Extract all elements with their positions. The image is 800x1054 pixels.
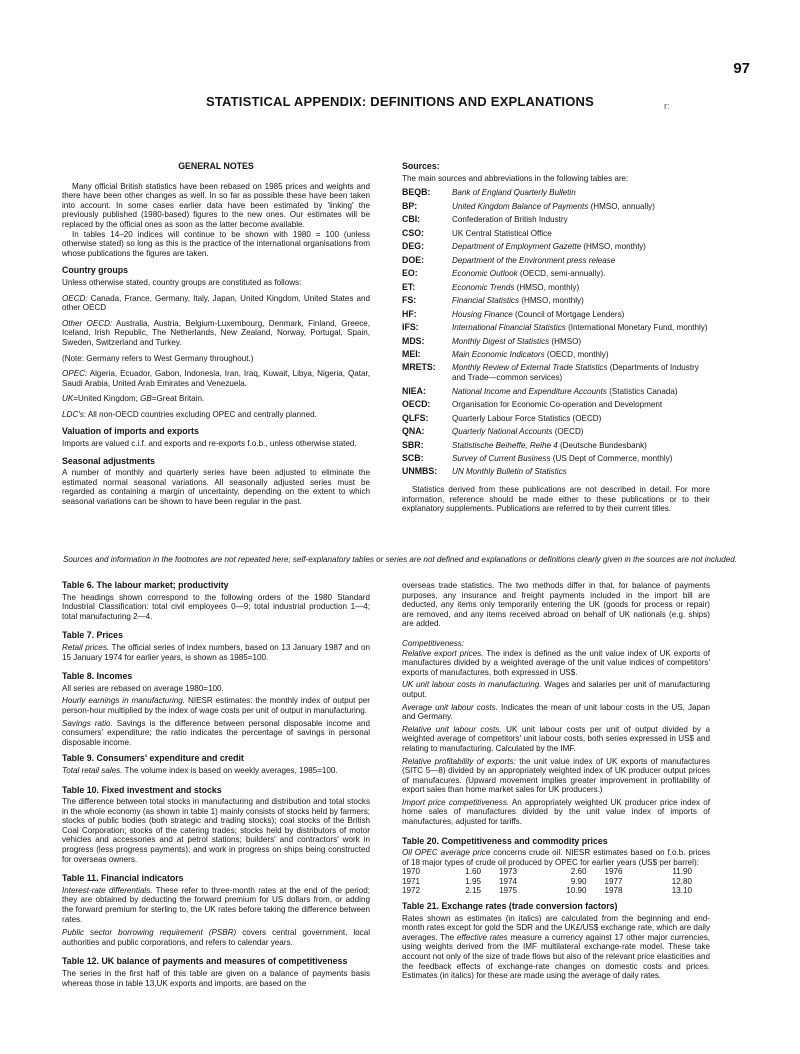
source-name — [452, 188, 710, 198]
source-entry — [402, 400, 710, 410]
oil-opec-label: Oil OPEC average price — [402, 848, 491, 858]
sources-list — [402, 188, 710, 477]
oil-year: 1974 — [499, 876, 518, 886]
sources-footer: Statistics derived from these publications are not described in detail. For more information, reference should be made either to these publications or to their explanatory supplements. Publications are referred to by their current titles. — [402, 485, 710, 514]
source-abbr: NIEA: — [402, 385, 426, 396]
effective-rates-label: effective rates — [456, 932, 508, 942]
source-entry — [402, 229, 710, 239]
psbr — [62, 928, 370, 947]
oil-price: 9.90 — [570, 876, 587, 886]
source-name — [452, 202, 710, 212]
table12-continued: overseas trade statistics. The two methods differ in that, for balance of payments purposes, any insurance and freight payments included in the import bill are deducted, any items only temporarily entering the UK (goods for process or repair) are removed, and any items received abroad on behalf of UK nationals (e.g. ships) are added. — [402, 581, 710, 629]
oil-year: 1973 — [499, 867, 518, 877]
interest-rate-label: Interest-rate differentials. — [62, 885, 153, 895]
source-title: Housing Finance — [452, 309, 513, 319]
oil-price: 12.80 — [671, 876, 692, 886]
uk-gb-definitions — [62, 394, 370, 404]
source-entry — [402, 427, 710, 437]
source-abbr: QLFS: — [402, 412, 429, 423]
source-detail: (HMSO, annually) — [588, 201, 655, 211]
source-detail: UK Central Statistical Office — [452, 228, 552, 238]
uk-unit-labour-costs — [402, 680, 710, 699]
source-entry — [402, 188, 710, 198]
table21-heading: Table 21. Exchange rates (trade conversion factors) — [402, 901, 618, 912]
source-abbr: UNMBS: — [402, 466, 438, 477]
source-detail: (US Dept of Commerce, monthly) — [550, 453, 673, 463]
source-abbr: EO: — [402, 268, 418, 279]
source-name — [452, 229, 710, 239]
germany-note: (Note: Germany refers to West Germany throughout.) — [62, 353, 254, 363]
source-entry — [402, 363, 710, 382]
relative-export-prices — [402, 649, 710, 678]
source-detail: (Council of Mortgage Lenders) — [512, 309, 625, 319]
import-price-text: An appropriately weighted UK producer price index of home sales of manufactures divided by the unit value index of imports of manufactures, adjusted for tariffs. — [402, 797, 711, 827]
source-name — [452, 363, 710, 382]
source-title: Quarterly National Accounts — [452, 427, 553, 437]
source-detail: Quarterly Labour Force Statistics (OECD) — [452, 413, 602, 423]
table12-heading: Table 12. UK balance of payments and measures of competitiveness — [62, 956, 348, 967]
oil-price-row — [402, 867, 710, 876]
source-abbr: ET: — [402, 281, 416, 292]
table6-text: The headings shown correspond to the following orders of the 1980 Standard Industrial Classification: total civil employees 0—9; total industrial production 1—4; total manufacturing 2—4. — [62, 592, 370, 621]
source-name — [452, 427, 710, 437]
competitiveness-heading: Competitiveness: — [402, 638, 465, 648]
savings-ratio — [62, 719, 370, 748]
relative-unit-labour-costs — [402, 725, 710, 754]
seasonal-text: A number of monthly and quarterly series have been adjusted to eliminate the estimated normal seasonal variations. All seasonally adjusted series must be regarded as containing a margin of uncertainty, depending on the extent to which seasonal variations can be shown to have been regular in the past. — [62, 468, 370, 507]
page-title: STATISTICAL APPENDIX: DEFINITIONS AND EXPLANATIONS — [206, 94, 594, 109]
oecd-text: Canada, France, Germany, Italy, Japan, United Kingdom, United States and other OECD — [62, 293, 370, 313]
uk-unit-labour-costs-label: UK unit labour costs in manufacturing. — [402, 680, 542, 690]
oil-year: 1977 — [604, 876, 623, 886]
oil-price-table — [402, 867, 710, 895]
relative-profitability-text: the unit value index of UK exports of manufactures (SITC 5—8) divided by an appropriately weighted index of UK producer output prices of manufacures. (Upward movement implies greater improvement in profitability of export sales than home market sales for UK producers.) — [402, 756, 711, 795]
source-abbr: BP: — [402, 200, 418, 211]
valuation-text: Imports are valued c.i.f. and exports and re-exports f.o.b., unless otherwise stated. — [62, 439, 357, 449]
source-name — [452, 400, 710, 410]
country-group-other-oecd — [62, 319, 370, 348]
relative-profitability-label: Relative profitability of exports: — [402, 756, 516, 766]
country-groups-heading: Country groups — [62, 265, 128, 276]
source-title: Monthly Digest of Statistics — [452, 336, 550, 346]
table8-heading: Table 8. Incomes — [62, 671, 133, 682]
general-notes-heading: GENERAL NOTES — [178, 161, 254, 171]
uk-label: UK — [62, 394, 74, 404]
oil-year: 1978 — [604, 885, 623, 895]
source-title: Department of the Environment press release — [452, 255, 616, 265]
oil-price: 2.15 — [465, 885, 482, 895]
tables-right-column — [402, 581, 710, 987]
source-detail: (HMSO) — [549, 336, 582, 346]
source-entry — [402, 283, 710, 293]
source-abbr: SCB: — [402, 452, 424, 463]
hourly-earnings-text: NIESR estimates: the monthly index of output per person-hour multiplied by the index of wage costs per unit of output in manufacturing. — [62, 696, 370, 715]
ldc-definition — [62, 410, 370, 420]
relative-export-prices-text: The index is defined as the unit value index of UK exports of manufactures divided by a weighted average of the unit value indices of competitors' exports of manufactures, both expressed in US$. — [402, 648, 710, 677]
source-abbr: FS: — [402, 295, 417, 306]
source-abbr: DEG: — [402, 241, 424, 252]
source-title: International Financial Statistics — [452, 323, 566, 333]
retail-prices-text: The official series of index numbers, based on 13 January 1987 and on 15 January 1974 for earlier years, is shown as 1985=100. — [62, 642, 370, 662]
uk-text: =United Kingdom; — [73, 394, 141, 404]
source-abbr: DOE: — [402, 254, 424, 265]
source-name — [452, 215, 710, 225]
source-title: National Income and Expenditure Accounts — [452, 386, 607, 396]
source-entry — [402, 441, 710, 451]
source-abbr: OECD: — [402, 399, 431, 410]
source-title: United Kingdom Balance of Payments — [452, 201, 589, 211]
oil-price: 13.10 — [671, 885, 692, 895]
total-retail-sales-label: Total retail sales. — [62, 765, 123, 775]
source-detail: Confederation of British Industry — [452, 215, 568, 225]
average-unit-labour-costs — [402, 703, 710, 722]
hourly-earnings — [62, 696, 370, 715]
oil-price-row — [402, 886, 710, 895]
seasonal-heading: Seasonal adjustments — [62, 455, 155, 466]
source-entry — [402, 350, 710, 360]
source-title: Department of Employment Gazette — [452, 242, 582, 252]
ldc-label: LDC's — [62, 409, 84, 419]
relative-unit-labour-costs-text: UK unit labour costs per unit of output divided by a weighted average of competitors' unit labour costs, both series expressed in US$ and relating to manufacturing. Calculated by the IMF. — [402, 724, 710, 753]
source-abbr: BEQB: — [402, 187, 431, 198]
source-name — [452, 337, 710, 347]
gb-text: =Great Britain. — [151, 394, 205, 404]
import-price-competitiveness — [402, 798, 710, 827]
source-name — [452, 414, 710, 424]
oecd-label: OECD: — [62, 293, 88, 303]
general-notes-para2: In tables 14–20 indices will continue to be shown with 1980 = 100 (unless otherwise stated) so long as this is the practice of the international organisations from whose publications the figures are taken. — [62, 229, 370, 258]
valuation-heading: Valuation of imports and exports — [62, 426, 199, 437]
table10-text: The difference between total stocks in manufacturing and distribution and total stocks in the whole economy (as shown in table 1) mainly consists of stocks held by farmers; stocks of public bodies (both strategic and trading stocks); coal stocks of the British Coal Corporation; stocks of the catering trades; stocks held by distributors of motor vehicles and accessories and at petrol stations; builders' and contractors' work in progress (less progress payments); and work in progress on ships being constructed for overseas owners. — [62, 797, 370, 864]
tables-left-column — [62, 581, 370, 994]
uk-unit-labour-costs-text: Wages and salaries per unit of manufacturing output. — [402, 680, 711, 699]
source-entry — [402, 269, 710, 279]
source-entry — [402, 467, 710, 477]
source-entry — [402, 387, 710, 397]
source-detail: (HMSO, monthly) — [514, 282, 580, 292]
source-abbr: CBI: — [402, 214, 421, 225]
oil-year: 1975 — [499, 885, 518, 895]
oil-price-row — [402, 877, 710, 886]
footnote-disclaimer: Sources and information in the footnotes are not repeated here; self-explanatory tables or series are not defined and explanations or definitions clearly given in the sources are not included. — [63, 555, 737, 564]
source-title: Financial Statistics — [452, 296, 520, 306]
table21-text-b: measure a currency against 17 other major currencies, using weights derived from the IMF multilateral exchange-rate model. These take account not only of the size of trade flows but also of the relevant price elasticities and the feedback effects of exchange-rate changes on domestic costs and prices. Estimates (in italics) for these are made using the average of daily rates. — [402, 932, 710, 981]
country-group-oecd — [62, 294, 370, 313]
oil-price: 11.90 — [672, 867, 692, 877]
source-name — [452, 310, 710, 320]
average-unit-labour-costs-text: Indicates the mean of unit labour costs in the US, Japan and Germany. — [402, 702, 710, 722]
source-detail: (Departments of Industry and Trade—common services) — [452, 363, 699, 383]
source-abbr: MDS: — [402, 335, 425, 346]
source-abbr: MEI: — [402, 349, 421, 359]
table7-text — [62, 643, 370, 662]
table21-text — [402, 914, 710, 981]
relative-profitability — [402, 757, 710, 795]
general-notes-para1: Many official British statistics have been rebased on 1985 prices and weights and there have been other changes as well. In so far as possible these have been taken into account. In some cases earlier data have been estimated by 'linking' the previously published (1980-based) figures to the new ones. Our estimates will be replaced by the official ones as soon as the latter become available. — [62, 181, 370, 229]
source-title: Survey of Current Business — [452, 453, 551, 463]
source-detail: (OECD, monthly) — [544, 350, 609, 359]
source-entry — [402, 337, 710, 347]
source-abbr: IFS: — [402, 322, 419, 333]
source-detail: (Statistics Canada) — [606, 386, 678, 396]
table9-text — [62, 766, 370, 776]
margin-mark: r: — [664, 101, 670, 111]
source-title: Main Economic Indicators — [452, 350, 545, 359]
source-detail: (OECD, semi-annually). — [517, 269, 606, 279]
oil-year: 1971 — [402, 876, 421, 886]
source-abbr: QNA: — [402, 426, 425, 437]
psbr-label: Public sector borrowing requirement (PSBR) — [62, 928, 237, 938]
source-detail: (OECD) — [552, 427, 584, 437]
source-entry — [402, 202, 710, 212]
source-entry — [402, 296, 710, 306]
source-title: Economic Trends — [452, 282, 515, 292]
source-name — [452, 269, 710, 279]
table6-heading: Table 6. The labour market; productivity — [62, 580, 229, 590]
source-detail: (HMSO, monthly) — [519, 296, 584, 306]
other-oecd-text: Australia, Austria, Belgium-Luxembourg, Denmark, Finland, Greece, Iceland, Irish Republic, The Netherlands, New Zealand, Norway, Portugal, Spain, Sweden, Switzerland and Turkey. — [62, 318, 371, 347]
table11-heading: Table 11. Financial indicators — [62, 873, 184, 884]
average-unit-labour-costs-label: Average unit labour costs. — [402, 702, 498, 712]
oil-price: 1.60 — [465, 867, 482, 877]
oil-price: 10.90 — [566, 885, 587, 895]
oil-price: 2.60 — [570, 867, 587, 877]
table9-heading: Table 9. Consumers' expenditure and credit — [62, 753, 244, 764]
interest-rate-differentials — [62, 886, 370, 924]
opec-text: Algeria, Ecuador, Gabon, Indonesia, Iran, Iraq, Kuwait, Libya, Nigeria, Qatar, Saudi Arabia, United Arab Emirates and Venezuela. — [62, 369, 370, 388]
source-entry — [402, 454, 710, 464]
interest-rate-text: These refer to three-month rates at the end of the period; they are obtained by deducting the forward premium for US dollars from, or adding the forward premium for sterling to, the UK rates before taking the difference between rates. — [62, 885, 370, 924]
table7-heading: Table 7. Prices — [62, 630, 123, 641]
country-group-opec — [62, 369, 370, 388]
sources-heading: Sources: — [402, 161, 440, 171]
page-number: 97 — [733, 60, 750, 77]
source-name — [452, 296, 710, 306]
source-abbr: HF: — [402, 308, 417, 319]
source-detail: (HMSO, monthly) — [581, 242, 646, 252]
source-detail: (International Monetary Fund, monthly) — [565, 323, 708, 333]
source-name — [452, 467, 710, 477]
opec-label: OPEC: — [62, 369, 88, 379]
relative-export-prices-label: Relative export prices. — [402, 648, 484, 658]
table21-text-a: Rates shown as estimates (in italics) are calculated from the beginning and end-month rates except for gold the SDR and the UK£/US$ exchange rate, which are daily averages. The — [402, 913, 710, 942]
oil-year: 1970 — [402, 867, 421, 877]
hourly-earnings-label: Hourly earnings in manufacturing. — [62, 696, 186, 706]
sources-intro: The main sources and abbreviations in the following tables are: — [402, 173, 629, 183]
source-title: Monthly Review of External Trade Statistics — [452, 363, 608, 373]
source-name — [452, 454, 710, 464]
table8-text: All series are rebased on average 1980=100. — [62, 683, 224, 693]
source-title: Economic Outlook — [452, 269, 518, 279]
source-name — [452, 256, 710, 266]
source-entry — [402, 323, 710, 333]
table20-heading: Table 20. Competitiveness and commodity prices — [402, 835, 608, 846]
general-notes-column — [62, 162, 370, 513]
source-entry — [402, 215, 710, 225]
source-detail: Organisation for Economic Co-operation and Development — [452, 400, 663, 410]
psbr-text: covers central government, local authorities and public corporations, and refers to calendar years. — [62, 928, 370, 947]
source-abbr: SBR: — [402, 439, 424, 450]
source-name — [452, 350, 710, 360]
source-entry — [402, 310, 710, 320]
oil-opec-text: concerns crude oil. NIESR estimates based on f.o.b. prices of 18 major types of crude oil produced by OPEC for earlier years (US$ per barrel): — [402, 848, 710, 867]
sources-column — [402, 162, 710, 514]
source-name — [452, 323, 710, 333]
source-abbr: MRETS: — [402, 362, 436, 373]
source-name — [452, 242, 710, 252]
table20-text — [402, 848, 710, 867]
gb-label: GB — [140, 394, 152, 404]
total-retail-sales-text: The volume index is based on weekly averages, 1985=100. — [122, 765, 338, 775]
retail-prices-label: Retail prices. — [62, 642, 110, 652]
source-entry — [402, 242, 710, 252]
oil-price: 1.95 — [465, 876, 482, 886]
oil-year: 1976 — [604, 867, 623, 877]
relative-unit-labour-costs-label: Relative unit labour costs. — [402, 724, 502, 734]
ldc-text: : All non-OECD countries excluding OPEC and centrally planned. — [83, 409, 317, 419]
source-name — [452, 387, 710, 397]
source-entry — [402, 414, 710, 424]
other-oecd-label: Other OECD: — [62, 318, 113, 328]
source-entry — [402, 256, 710, 266]
table10-heading: Table 10. Fixed investment and stocks — [62, 784, 222, 795]
country-groups-intro: Unless otherwise stated, country groups are constituted as follows: — [62, 277, 302, 287]
source-detail: (Deutsche Bundesbank) — [557, 440, 647, 450]
savings-ratio-label: Savings ratio. — [62, 718, 113, 728]
source-title: UN Monthly Bulletin of Statistics — [452, 467, 567, 477]
import-price-label: Import price competitiveness. — [402, 797, 510, 807]
source-name — [452, 283, 710, 293]
table12-text: The series in the first half of this table are given on a balance of payments basis whereas those in table 13,UK exports and imports, are based on the — [62, 969, 370, 988]
source-title: Statistische Beiheffe, Reihe 4 — [452, 440, 558, 450]
source-title: Bank of England Quarterly Bulletin — [452, 188, 576, 198]
savings-ratio-text: Savings is the difference between personal disposable income and consumers' expenditure; the ratio indicates the percentage of savings in personal disposable income. — [62, 718, 371, 747]
source-abbr: CSO: — [402, 227, 424, 238]
oil-year: 1972 — [402, 885, 421, 895]
source-name — [452, 441, 710, 451]
